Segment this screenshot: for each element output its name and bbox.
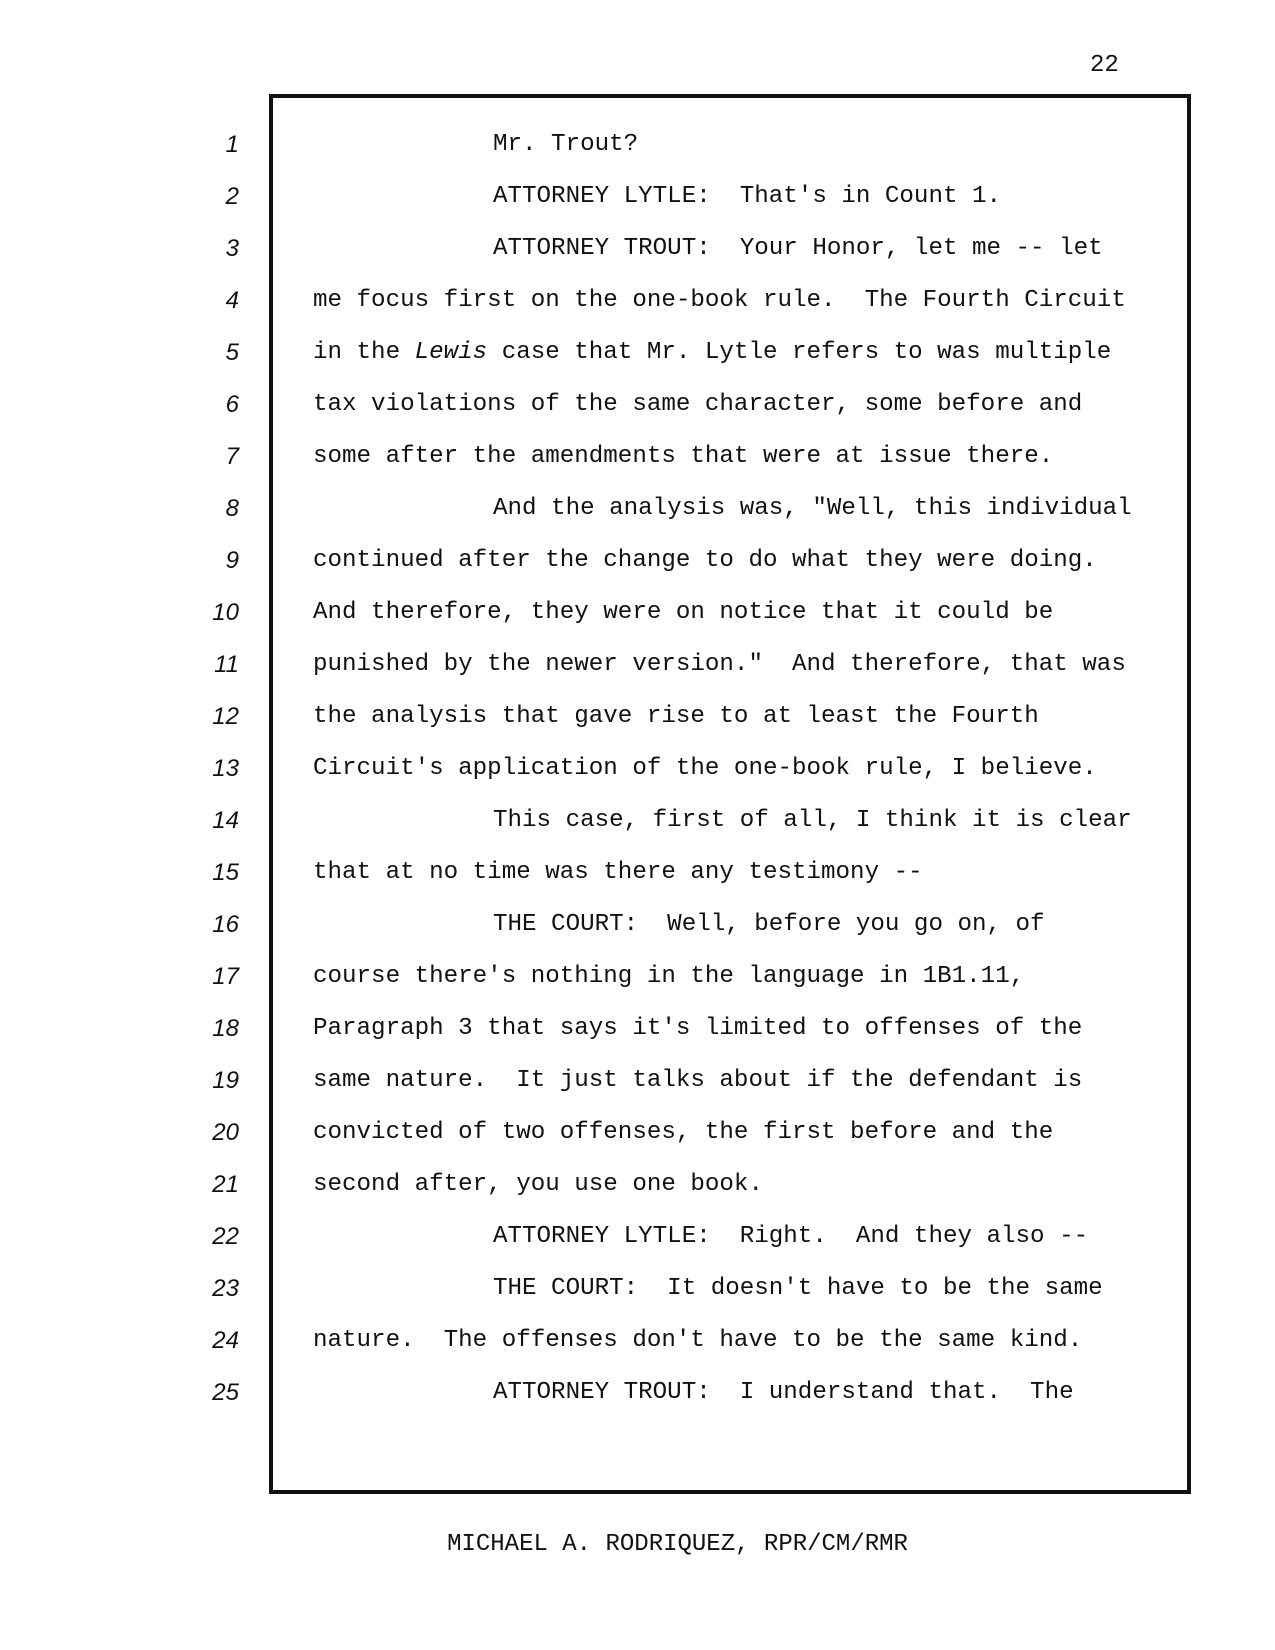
transcript-line: THE COURT: It doesn't have to be the same (493, 1275, 1103, 1302)
transcript-line: Paragraph 3 that says it's limited to offenses of the (313, 1015, 1083, 1042)
line-number: 3 (225, 235, 239, 262)
transcript-line: nature. The offenses don't have to be the same kind. (313, 1327, 1083, 1354)
transcript-line: continued after the change to do what they were doing. (313, 547, 1097, 574)
transcript-line: second after, you use one book. (313, 1171, 763, 1198)
line-number: 12 (212, 703, 239, 730)
line-number: 6 (225, 391, 239, 418)
line-number: 19 (212, 1067, 239, 1094)
transcript-line: convicted of two offenses, the first before and the (313, 1119, 1054, 1146)
line-number: 25 (212, 1379, 239, 1406)
transcript-line: that at no time was there any testimony -- (313, 859, 923, 886)
transcript-text: case that Mr. Lytle refers to was multiple (487, 339, 1112, 366)
line-number: 18 (212, 1015, 239, 1042)
line-number: 17 (212, 963, 239, 990)
line-number: 7 (225, 443, 239, 470)
transcript-line: me focus first on the one-book rule. The Fourth Circuit (313, 287, 1126, 314)
line-number: 20 (212, 1119, 239, 1146)
line-number: 10 (212, 599, 239, 626)
line-number: 5 (225, 339, 239, 366)
line-number: 1 (225, 131, 239, 158)
line-number: 23 (212, 1275, 239, 1302)
transcript-line: tax violations of the same character, some before and (313, 391, 1083, 418)
reporter-footer: MICHAEL A. RODRIQUEZ, RPR/CM/RMR (447, 1531, 908, 1558)
transcript-line: And the analysis was, "Well, this individual (493, 495, 1132, 522)
transcript-line: This case, first of all, I think it is clear (493, 807, 1132, 834)
line-number: 2 (225, 183, 239, 210)
transcript-line: Mr. Trout? (493, 131, 639, 158)
transcript-line: And therefore, they were on notice that it could be (313, 599, 1054, 626)
transcript-line (313, 338, 1173, 368)
line-number: 22 (212, 1223, 239, 1250)
line-number: 4 (225, 287, 239, 314)
page-number: 22 (1090, 52, 1119, 79)
line-number: 11 (214, 651, 239, 678)
transcript-line: ATTORNEY LYTLE: That's in Count 1. (493, 183, 1002, 210)
transcript-line: ATTORNEY LYTLE: Right. And they also -- (493, 1223, 1089, 1250)
line-number: 13 (212, 755, 239, 782)
line-number: 15 (212, 859, 239, 886)
line-number: 16 (212, 911, 239, 938)
transcript-line: punished by the newer version." And therefore, that was (313, 651, 1126, 678)
line-number: 24 (212, 1327, 239, 1354)
transcript-line: THE COURT: Well, before you go on, of (493, 911, 1045, 938)
case-name: Lewis (414, 339, 488, 366)
transcript-line: course there's nothing in the language in 1B1.11, (313, 963, 1025, 990)
transcript-line: some after the amendments that were at issue there. (313, 443, 1054, 470)
line-number: 21 (212, 1171, 239, 1198)
transcript-line: same nature. It just talks about if the defendant is (313, 1067, 1083, 1094)
transcript-line: ATTORNEY TROUT: Your Honor, let me -- let (493, 235, 1103, 262)
line-number: 8 (225, 495, 239, 522)
transcript-text: in the (313, 339, 415, 366)
line-number: 14 (212, 807, 239, 834)
transcript-line: the analysis that gave rise to at least the Fourth (313, 703, 1039, 730)
line-number: 9 (225, 547, 239, 574)
transcript-line: Circuit's application of the one-book rule, I believe. (313, 755, 1097, 782)
transcript-line: ATTORNEY TROUT: I understand that. The (493, 1379, 1074, 1406)
